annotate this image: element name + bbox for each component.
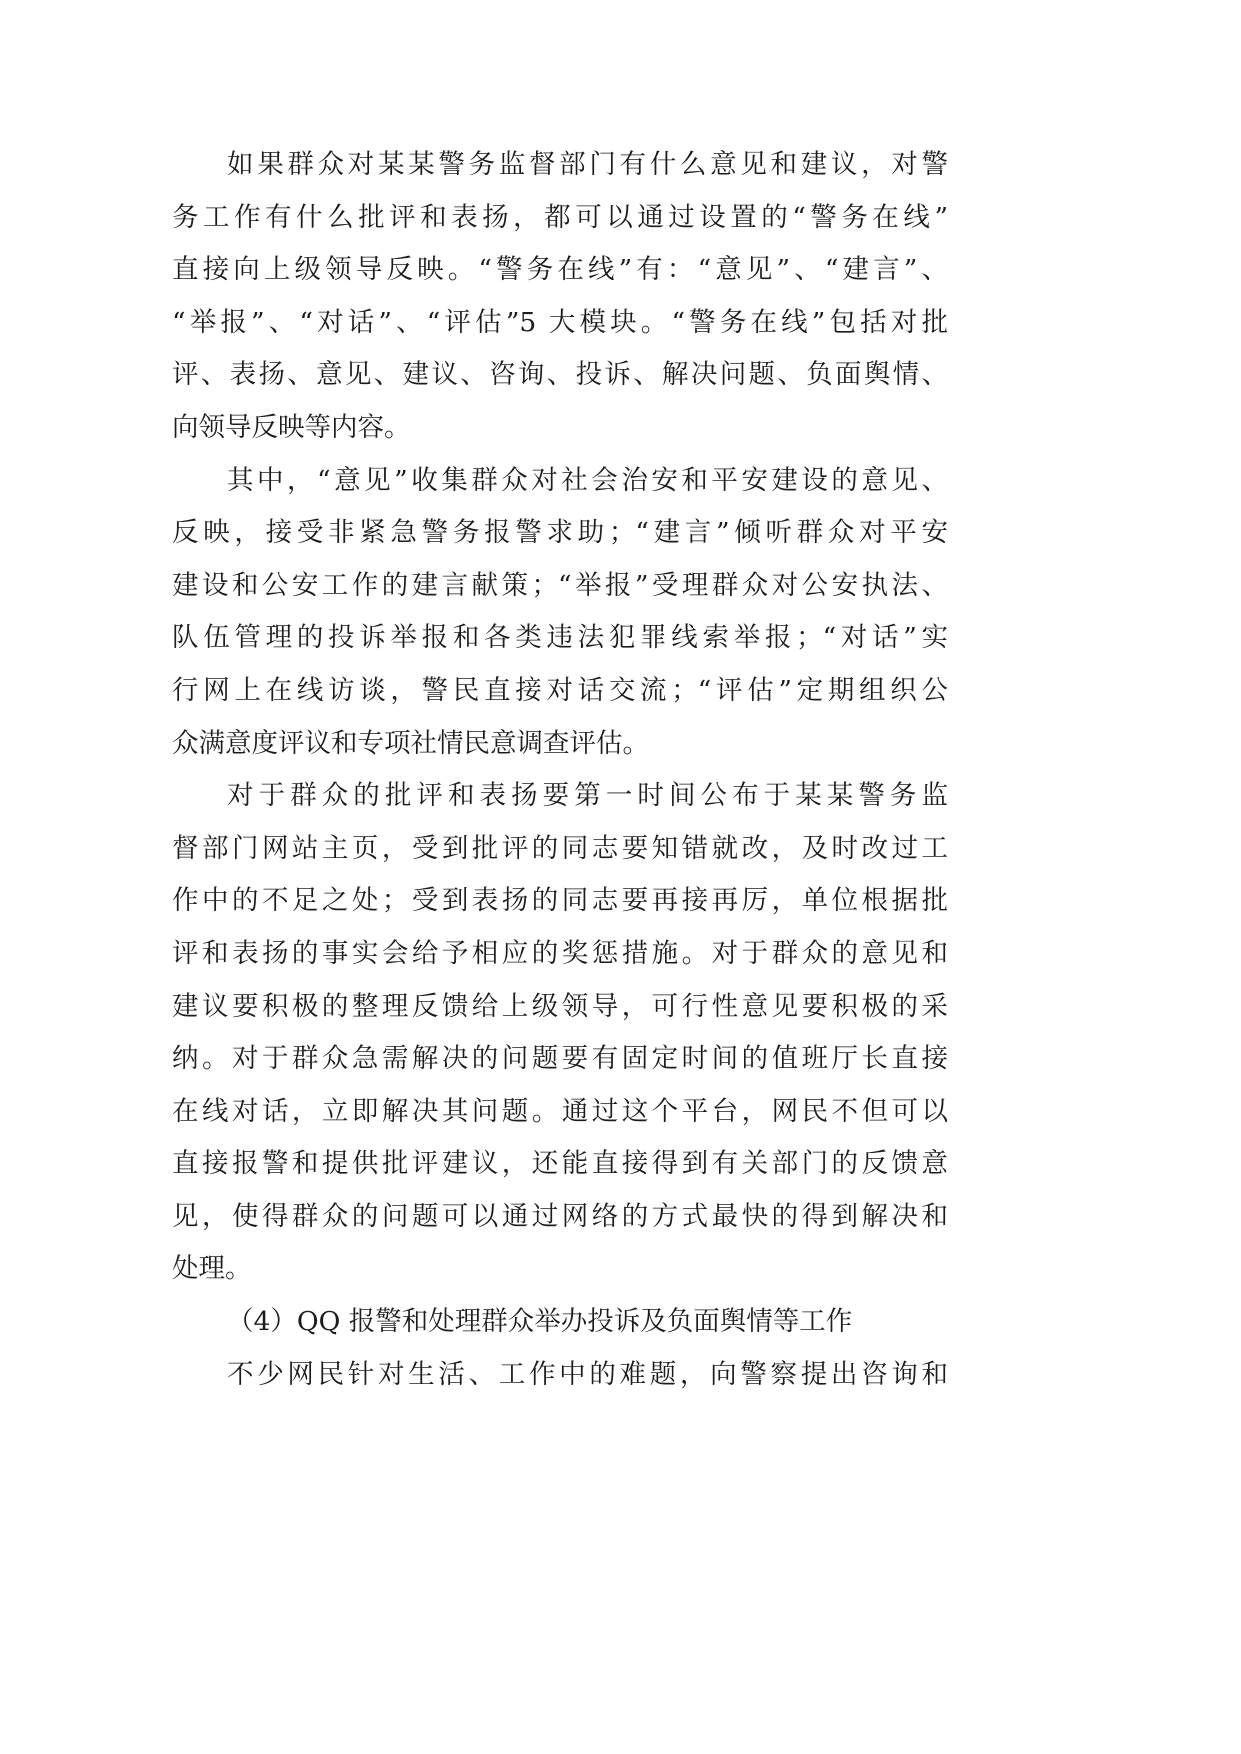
- text-line: 见，使得群众的问题可以通过网络的方式最快的得到解决和: [172, 1200, 948, 1232]
- text-line: 直接报警和提供批评建议，还能直接得到有关部门的反馈意: [172, 1148, 948, 1180]
- text-line: 处理。: [172, 1253, 252, 1285]
- text-line: 务工作有什么批评和表扬，都可以通过设置的“警务在线”: [172, 201, 948, 233]
- text-line: 队伍管理的投诉举报和各类违法犯罪线索举报；“对话”实: [172, 622, 948, 654]
- text-line: 评、表扬、意见、建议、咨询、投诉、解决问题、负面舆情、: [172, 359, 948, 391]
- document-body: [172, 139, 948, 1401]
- text-line: 众满意度评议和专项社情民意调查评估。: [172, 727, 649, 759]
- paragraph: [172, 1349, 948, 1402]
- text-line: 反映，接受非紧急警务报警求助；“建言”倾听群众对平安: [172, 517, 948, 549]
- text-line: 作中的不足之处；受到表扬的同志要再接再厉，单位根据批: [172, 885, 948, 917]
- text-line: 不少网民针对生活、工作中的难题，向警察提出咨询和: [227, 1358, 948, 1390]
- text-line: 对于群众的批评和表扬要第一时间公布于某某警务监: [227, 780, 948, 812]
- text-line: 纳。对于群众急需解决的问题要有固定时间的值班厅长直接: [172, 1043, 948, 1075]
- text-line: 如果群众对某某警务监督部门有什么意见和建议，对警: [227, 149, 948, 180]
- paragraph: [172, 455, 948, 771]
- paragraph: [172, 139, 948, 455]
- section-heading: [172, 1296, 948, 1349]
- text-line: 其中，“意见”收集群众对社会治安和平安建设的意见、: [227, 464, 948, 496]
- text-line: 向领导反映等内容。: [172, 411, 411, 443]
- text-line: 行网上在线访谈，警民直接对话交流；“评估”定期组织公: [172, 674, 948, 706]
- text-line: “举报”、“对话”、“评估”5 大模块。“警务在线”包括对批: [172, 306, 948, 338]
- text-line: 建议要积极的整理反馈给上级领导，可行性意见要积极的采: [172, 990, 948, 1022]
- text-line: 督部门网站主页，受到批评的同志要知错就改，及时改过工: [172, 832, 948, 864]
- text-line: 在线对话，立即解决其问题。通过这个平台，网民不但可以: [172, 1095, 948, 1127]
- paragraph: [172, 770, 948, 1296]
- section-heading-text: （4）QQ 报警和处理群众举办投诉及负面舆情等工作: [227, 1306, 853, 1338]
- text-line: 建设和公安工作的建言献策；“举报”受理群众对公安执法、: [172, 569, 948, 601]
- text-line: 评和表扬的事实会给予相应的奖惩措施。对于群众的意见和: [172, 937, 948, 969]
- text-line: 直接向上级领导反映。“警务在线”有：“意见”、“建言”、: [172, 254, 948, 286]
